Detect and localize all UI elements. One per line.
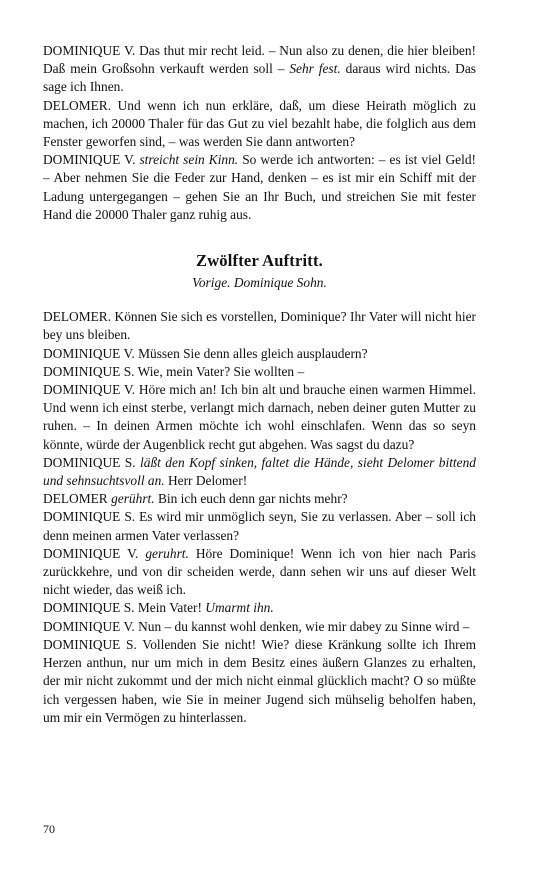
dialogue-text: DOMINIQUE V. Das thut mir recht leid. – Nun also zu denen, die hier bleiben! Daß mein Großsohn verkauft werden soll – [43, 43, 476, 77]
stage-direction: Umarmt ihn. [205, 600, 274, 616]
dialogue-paragraph [43, 363, 476, 381]
dialogue-text: Bin ich euch denn gar nichts mehr? [154, 491, 348, 507]
stage-direction: streicht sein Kinn. [139, 152, 239, 168]
stage-direction: Sehr fest. [289, 61, 341, 77]
scene-characters: Vorige. Dominique Sohn. [192, 275, 327, 291]
dialogue-paragraph [43, 42, 476, 97]
dialogue-paragraph [43, 545, 476, 600]
dialogue-paragraph [43, 508, 476, 544]
dialogue-paragraph [43, 308, 476, 344]
dialogue-paragraph [43, 636, 476, 727]
dialogue-text: DOMINIQUE V. [43, 152, 140, 168]
scene-text-before [43, 42, 476, 224]
dialogue-paragraph [43, 490, 476, 508]
page-number: 70 [43, 822, 55, 836]
dialogue-text: DOMINIQUE V. Höre mich an! Ich bin alt und brauche einen warmen Himmel. Und wenn ich einst sterbe, verlangt mich darnach, neben deiner guten Mutter zu ruhen. – In deinen Armen möchte ich wohl einschlafen. Wenn das so seyn könnte, würde der Augenblick recht gut abgehen. Was sagst du dazu? [43, 382, 476, 452]
dialogue-paragraph [43, 618, 476, 636]
dialogue-text: DOMINIQUE S. Mein Vater! [43, 600, 206, 616]
dialogue-text: Höre Dominique! Wenn ich von hier nach Paris zurückkehre, und von dir scheiden werde, dann sehen wir uns auf dieser Welt nicht wieder, das weiß ich. [43, 545, 476, 598]
dialogue-text: So werde ich antworten: – es ist viel Geld! – Aber nehmen Sie die Feder zur Hand, denken – es ist mir ein Schiff mit der Ladung untergegangen – gehen Sie an Ihr Buch, und streichen Sie mit fester Hand die 20000 Thaler ganz ruhig aus. [43, 152, 476, 222]
dialogue-text: DOMINIQUE V. [43, 545, 146, 561]
dialogue-text: DOMINIQUE V. Müssen Sie denn alles gleich ausplaudern? [43, 345, 368, 361]
stage-direction: läßt den Kopf sinken, faltet die Hände, sieht Delomer bittend und sehnsuchtsvoll an. [43, 454, 476, 489]
dialogue-text: DELOMER. Und wenn ich nun erkläre, daß, um diese Heirath möglich zu machen, ich 20000 Thaler für das Gut zu viel bezahlt habe, die folglich aus dem Fenster geworfen sind, – was werden Sie dann antworten? [43, 97, 476, 150]
dialogue-text: DOMINIQUE S. Wie, mein Vater? Sie wollten – [43, 363, 305, 379]
dialogue-paragraph [43, 345, 476, 363]
dialogue-text: DOMINIQUE V. Nun – du kannst wohl denken, wie mir dabey zu Sinne wird – [43, 618, 470, 634]
dialogue-text: DELOMER. Können Sie sich es vorstellen, Dominique? Ihr Vater will nicht hier bey uns bleiben. [43, 309, 476, 343]
scene-heading: Zwölfter Auftritt. [195, 251, 323, 271]
dialogue-text: DOMINIQUE S. [43, 454, 141, 470]
dialogue-paragraph [43, 454, 476, 490]
dialogue-text: daraus wird nichts. Das sage ich Ihnen. [43, 61, 476, 95]
dialogue-paragraph [43, 151, 476, 224]
scene-text-after [43, 308, 476, 727]
page-body [43, 42, 476, 727]
stage-direction: geruhrt. [145, 545, 189, 561]
dialogue-text: DELOMER [43, 491, 112, 507]
stage-direction: gerührt. [111, 491, 155, 507]
dialogue-paragraph [43, 381, 476, 454]
dialogue-text: DOMINIQUE S. Vollenden Sie nicht! Wie? diese Kränkung sollte ich Ihrem Herzen anthun, nur um mich in dem Besitz eines äußern Glanzes zu erhalten, der mir nicht zukommt und der mich nicht einmal glücklich macht? O so müßte ich vergessen haben, wie Sie in meiner Jugend sich mühselig beholfen haben, um mir ein Vermögen zu hinterlassen. [43, 636, 476, 725]
dialogue-paragraph [43, 97, 476, 152]
dialogue-paragraph [43, 599, 476, 617]
dialogue-text: Herr Delomer! [164, 473, 248, 489]
dialogue-text: DOMINIQUE S. Es wird mir unmöglich seyn, Sie zu verlassen. Aber – soll ich denn meinen armen Vater verlassen? [43, 509, 476, 543]
